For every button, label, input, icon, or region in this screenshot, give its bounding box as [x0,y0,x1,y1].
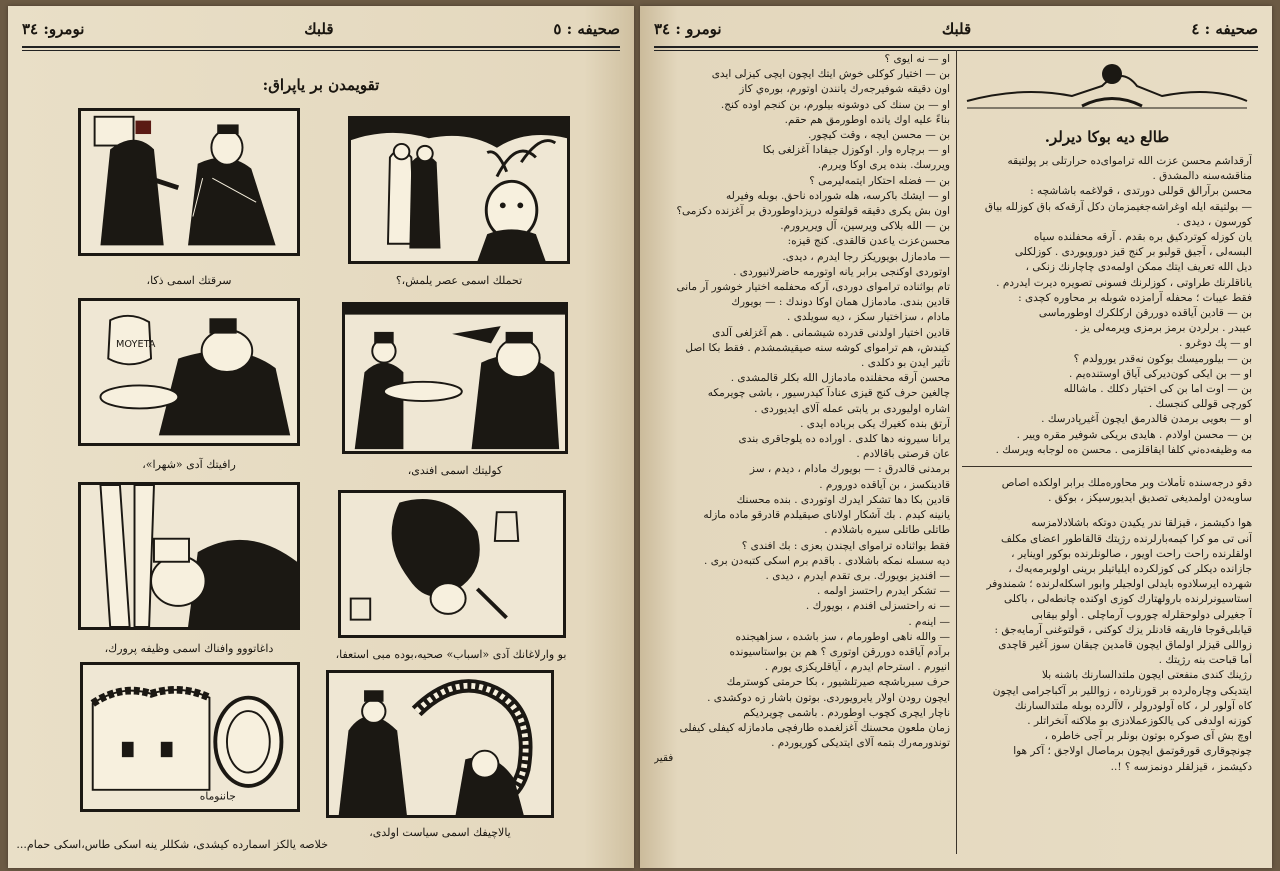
story-line: بن — قادين آياقده دوررقن اركلكرك اوطورماسى [1038,307,1252,320]
story-line: — بولتيقه ايله اوغراشه‌جغيمزمان دكل آرقه‌كه باق كوزلله بياق [984,200,1252,213]
caption-1: تحملك اسمى عصر يلمش،؟ [395,274,523,287]
serpent-illustration [329,673,551,815]
article-line: آنى تى مو كرا كيمه‌بارلرنده رژيتك قالقاطور اعضاى مكلف [1000,532,1252,545]
article-line: زواللى قيزلر اولماق ايچون قامدين چيقان سوز آغير قاچدى [998,639,1252,652]
story-line: ايچون رودن اولار يايرويوردى. بوتون باشار زه دوكشدى . [707,691,950,704]
story-line: فقط بواثناده ترامواى ايچندن بعزى : بك افندى ؟ [741,539,950,552]
story-line: محسن‌عزت ياعدن قالقدى. كنج قيزه: [787,235,950,248]
story-line: او — نه ايوى ؟ [884,53,950,65]
story-line: يرانا سيرونه دها كلدى . اوراده ده يلوجاقرى بندى [738,433,950,446]
vignette-illustration [962,56,1252,114]
story-line: ويررسك. بنده يرى اوكا ويررم. [817,159,950,172]
magazine-title: قلبك [941,20,972,38]
story-line: — مادمازل بويوريكز رجا ايدرم ، ديدى. [782,250,950,263]
story-line: بن — بيلورميسك بوكون نه‌قدر يورولدم ؟ [1073,352,1252,365]
caption-3: كوليتك اسمى افندى، [407,464,503,477]
story-line: اوتوردى اوكنجى برابر يانه اوتورمه حاضرلانيوردى . [733,265,950,278]
story-line: آرقداشم محسن عزت الله ترامواى‌ده حرارتلى بر پولتيقه [1007,155,1252,167]
story-line: يان كوزله كوتردكيق بره بقدم . آرقه محفلنده سياه [1033,231,1252,244]
story-line: او — بن سنك كى دوشونه بيلورم، بن كنجم اوده كنج. [720,98,950,111]
magazine-title: قلبك [304,20,334,38]
cartoon-panel-6 [78,482,300,630]
story-line: حرف سبرباشچه صيرتلشيور ، بكا حرمتى كوسترمك [726,676,950,689]
old-bath-illustration [83,665,297,809]
fez-man-illustration [81,485,297,627]
article-line: اولقلرنده راحت راحت اويور ، صالونلرنده بوكور اويناير ، [1011,547,1252,560]
caption-6: داغاتووو وافناك اسمى وظيفه پرورك، [104,642,274,655]
caption-5: بو وارلاغانك آدى «اسباب» صحيه،بوده مبى استعفا، [335,648,567,661]
article-line: هوا دكيشمز ، قيزلقا ندر يكيدن دوتكه باشلادلامزسه [1031,517,1252,530]
story-line: يانينه كيدم . بك آشكار اولاناى صيقيلدم قادرقو ماده مازله [703,509,950,522]
section-divider [962,466,1252,467]
story-line: محسن برآرالق قوللى دورتدى ، قولاغمه باشاشچه : [1030,185,1252,198]
cartoon-panel-7 [326,670,554,818]
story-line: مادام ، سزاختيار سكز ، ديه سويلدى . [787,311,950,324]
bowing-man-illustration [341,493,563,635]
reclining-figure-illustration [962,56,1252,114]
caption-7: يالاچيفك اسمى سياست اولدى، [369,826,511,839]
story-line: — نه راحتسزلى افندم ، بويورك . [805,600,950,613]
story-line: توندورمه‌رك بتمه آلاى ايتديكى كوريوردم . [771,737,950,750]
story-line: عيبدر . برلردن برمز برمزى ويرمه‌لى يز . [1074,322,1252,335]
story-line: او — برچاره وار. اوكوزل جيفادا آغزلغى بكا [762,144,950,157]
story-line: بن — محسن اولادم . هايدى بريكى شوفير مقره ويير . [1016,428,1252,441]
right-page-header [654,14,1258,44]
story-line: او — بن ايكى كون‌دير‌كى آياق اوستنده‌يم . [1068,367,1252,380]
article-line: چونچوقارى قورقوتمق ايچون برماصال اولاجق ؛ آكر هوا [1013,745,1252,758]
story-line: چالغين حرف كنج قيزى عنادآ كيدرسيور ، باشى چويرمكه [707,387,950,400]
story-line: البسه‌لى ، آجيق قولبو بر كنج قيز دورويوردى . كوزلكلى [1014,246,1252,259]
issue-number: نومرو : ٣٤ [654,20,722,38]
story-line: برآدم آياقده دوررقن اوتورى ؟ هم بن بواستاسيونده [729,645,950,658]
caption-8: خلاصه يالكز اسمارده كيشدى، شكللر ينه اسكى طاس،اسكى حمام... [16,838,328,851]
story-line: قادين بندى. مادمازل همان اوكا دوندك : — بويورك [731,296,950,309]
article-line: دقو درجه‌سنده تأملات وبر محاوره‌ملك برابر اولكده اصاص [1001,477,1252,489]
story-line: محسن آرقه محفلنده مادمازل الله بكلر قالمشدى . [730,372,950,385]
cartoon-panel-3 [342,302,568,454]
story-line: بن — اوت اما بن كى اختيار دكلك . ماشالله [1063,383,1252,396]
page-number: صحيفه : ٤ [1191,20,1258,38]
article-line: اوچ بش آى صوكره بوتون بونلر بر آجى خاطره ، [1044,730,1252,743]
story-line: فقط عيبات ؛ محفله آرامزده شوبله بر محاوره كچدى : [1018,291,1252,304]
article-line: استاسيونرلرنده بارولهتارك كوزى اوكنده چانطه‌لى ، باكلى [1004,593,1252,606]
story-author: فقير [654,752,674,765]
article-line: جازانده ديكلر كى كوزلكرده ايلياتيلر برينى اولوبرمه‌يه‌ك ، [1008,563,1252,576]
servant-tray-illustration [345,305,565,451]
article-line: كوزنه اولدفى كى يالكوزعملادزى بو ملاكنه آنخراتلر . [1027,715,1252,728]
devil-couple-illustration [351,119,567,261]
story-line: قادين اختيار اولدنى قدرده شيشمانى . هم آغزلغى آلدى [712,326,950,339]
header-rule [22,46,620,51]
article-line: كاه آولور لر ، كاه آولودرولر ، لاآلرده بوبله ملتدالسارنك [1014,699,1252,712]
cartoon-panel-8 [80,662,300,812]
story-line: — اينه‌م . [908,615,950,628]
left-page-header [22,14,620,44]
story-line: بن — محسن ايچه ، وقت كيچور. [807,129,950,142]
article-line: أما قباحت بنه رژيتك . [1158,654,1252,667]
thief-illustration [81,111,297,253]
story-line: — والله ناهى اوطورمام ، سز باشده ، سزاهيجنده [735,630,950,643]
story-line: — تشكر ايدرم راحتسز اولمه . [816,585,950,598]
article-line: ايتديكى وچاره‌لرده بر قورنارده ، زواللير بر آكباجرامى ايچون [992,684,1252,697]
story-line: اون دقيقه شوفيرجه‌رك يانندن اوتورم، بوره‌ي كاز [739,83,950,96]
story-line: مناقشه‌سنه دالمشدق . [1152,170,1252,183]
story-line: قادين بكا دها تشكر ايدرك اوتوردى . بنده محسنك [736,493,950,506]
article-line: ساوبه‌دن اولمديغى تصديق ايديورسيكز ، بوكق . [1048,492,1252,505]
story-line: او — بعويى برمدن قالدرمق ايچون آغيرپادرسك . [1041,413,1252,426]
story-title: طالع ديه بوكا ديرلر. [1044,128,1170,146]
story-line: انيورم . استرحام ايدرم ، آياقلريكزى يورم . [764,661,950,674]
story-line: زمان ملعون محسنك آغزلغمده طارفچى مادمازله كيفلى كيفلى [679,721,950,734]
story-line: او — پك دوغرو . [1178,337,1252,350]
story-line: ديل الله تعريف ايتك ممكن اولمه‌دى چاچارنك زنكى ، [1025,261,1252,274]
story-line: بن — فضله احتكار ايتمه‌ليرمى ؟ [809,174,950,187]
column-divider [956,50,957,854]
page-number: صحيفه : ٥ [553,20,620,38]
story-line: كيندش، هم ترامواى كوشه سنه صيقيشمشدم . فقط بكا اصل [685,341,950,354]
left-page [8,6,634,868]
story-line: ياناقلرنك طراوتى ، كوزلرنك فسونى تصويره ديرت ايدردم . [996,276,1252,289]
story-line: ناچار ايچرى كچوب اوطوردم . باشمى چويرديكم [743,706,950,719]
story-line: بن — اختيار كوكلى خوش ايتك ايچون ايچى كيزلى ايدى [711,68,950,81]
story-line: برمدنى قالدرق : — بويورك مادام ، ديدم ، سز [749,463,950,476]
article-body [962,476,1252,775]
caption-2: سرقتك اسمى ذكا، [146,274,232,287]
story-line: عان قرصتى باقالادم . [856,448,950,461]
cartoon-panel-4 [78,298,300,446]
story-line: اشاره اوليوردى بر يابتى عمله آلاى ايديوردى . [754,402,950,415]
article-line: دكيشمز ، قيزلقلر دونمزسه ؟ !.. [1110,760,1252,773]
story-body-continued [654,52,950,767]
story-line: اون بش يكرى دقيقه قولقوله دريزداوطوردق بر آغزنده دكزمى؟ [676,205,950,218]
story-line: مه وظيفه‌ده‌ني كلفا ايقاقلزمى . محسن ‌ه‌ه‌ لوجابه ويرسك . [995,443,1252,456]
story-line: بناءً عليه اوك يانده اوطورمق هم حقم. [784,113,950,126]
article-line: آ جغيرلى دولوحقلرله چوروب آرماچلى . أولو بيقابى [1031,608,1252,621]
calendar-heading: تقويمدن بر ياپراق: [262,76,380,94]
story-line: كورچى قوللى كنجسك . [1148,398,1252,411]
story-line: ديه سسله نمكه باشلادى . باقدم برم اسكى كتبه‌دن برى . [704,554,950,567]
bottle-label: MOYETA [116,339,156,351]
caption-4: رافيتك آدى «شهرا»، [142,458,236,471]
cartoon-panel-5 [338,490,566,638]
article-line: رژينك كندى منفعتى ايچون ملتدالسارنك باشنه بلا [1041,669,1252,682]
story-line: — افنديز بويورك. برى تقدم ايدرم ، ديدى . [765,569,950,582]
article-line: شهرده ايرسلادوه‌ بايدلى اولجيلر وابور اسكله‌لرنده ؛ شمندوفر [986,578,1252,591]
story-line: تام بواثناده ترامواى دوردى، آركه محفلمه اختيار خوشور آر مانى [676,281,950,294]
issue-number: نومرو: ٣٤ [22,20,85,38]
cartoon-panel-1 [348,116,570,264]
story-line: او — ايشك باكرسه، هله شوراده ناحق. بوبله وفيرله [726,189,950,202]
story-body-top [962,154,1252,458]
cartoon-panel-2 [78,108,300,256]
artist-signature: جاننوماه [199,789,236,803]
story-line: بن — الله بلاكى ويرسين، آل ويريرورم. [780,220,950,233]
right-page [640,6,1272,868]
story-line: كورسون ، ديدى . [1176,215,1252,228]
story-line: تأثير ايدن بو دكلدى . [861,357,950,370]
story-line: قادينكسز ، بن آياقده دورورم . [819,478,950,491]
story-line: طاتلى طاتلى سيره باشلادم . [824,524,950,537]
drinking-man-illustration [81,301,297,443]
story-line: آرتق بنده كغيرك يكى برباده ايدى . [800,417,950,430]
article-line: قيابلى‌قوجا فاريقه‌ قادنلر يزك كوكنى ، قولتوغنى آرمايه‌جق : [994,623,1252,636]
